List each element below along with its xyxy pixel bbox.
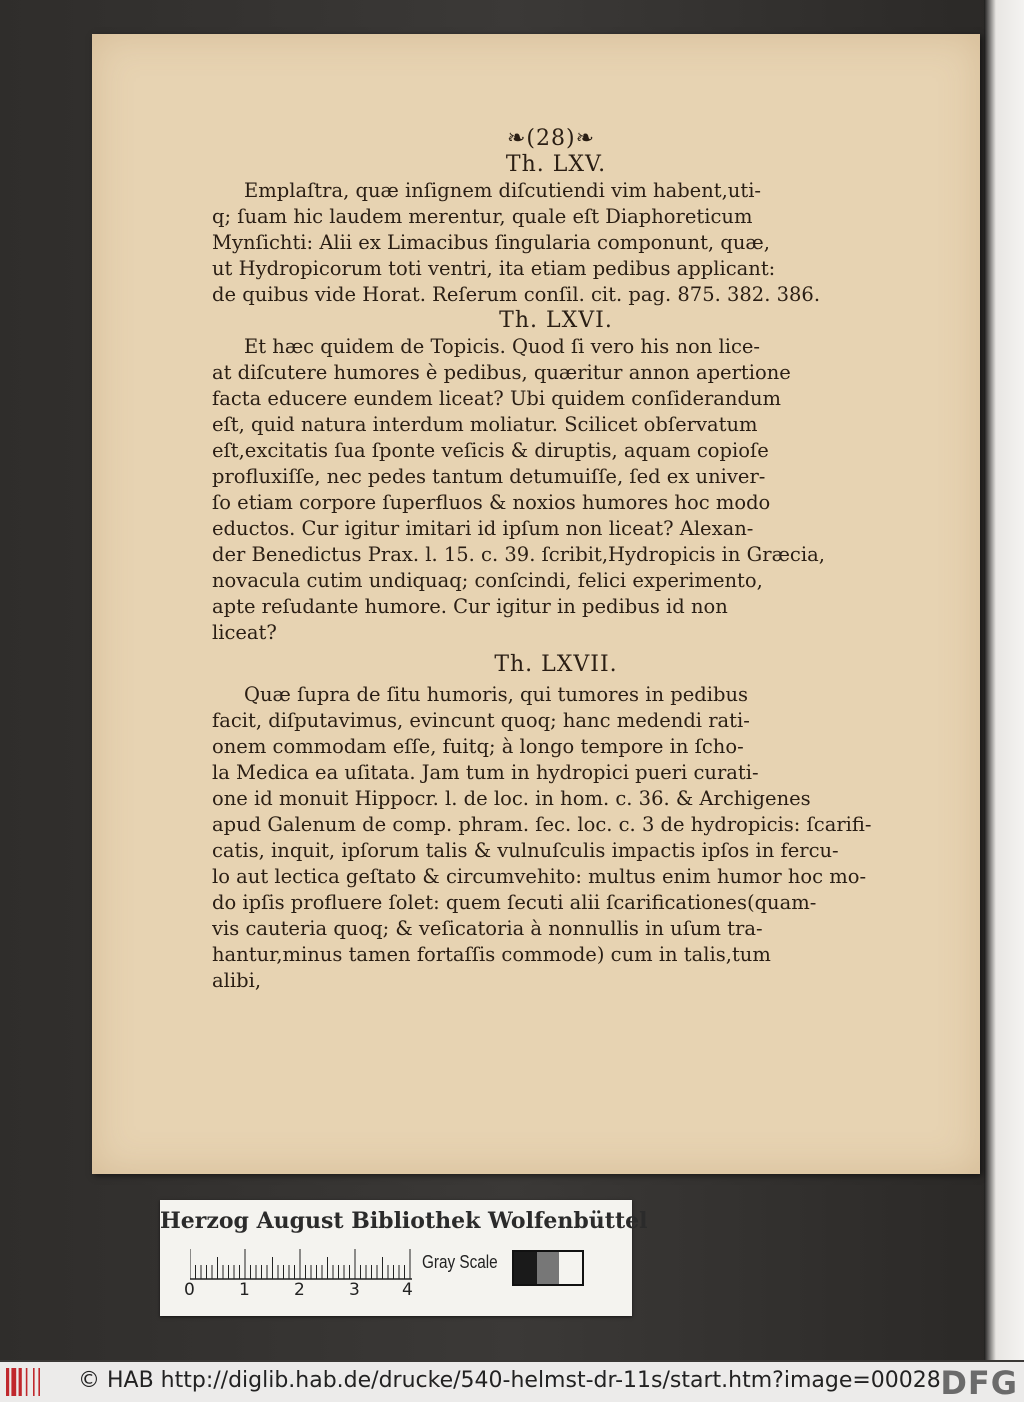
swatch-gray: [537, 1252, 560, 1284]
text-line: der Benedictus Prax. l. 15. c. 39. ſcribit,Hydropicis in Græcia,: [212, 543, 825, 566]
adjacent-page-edge: [984, 0, 1024, 1360]
text-line: facta educere eundem liceat? Ubi quidem conſiderandum: [212, 387, 782, 410]
ruler-numbers: [184, 1280, 424, 1304]
text-line: facit, diſputavimus, evincunt quoq; hanc medendi rati-: [212, 709, 750, 732]
barcode-bar: [38, 1368, 40, 1396]
text-line: Emplaſtra, quæ inſignem diſcutiendi vim habent,uti-: [244, 179, 762, 202]
footer-bar: [0, 1362, 1024, 1402]
text-line: eſt,excitatis ſua ſponte veſicis & diruptis, aquam copioſe: [212, 439, 769, 462]
text-line: de quibus vide Horat. Reſerum conſil. cit. pag. 875. 382. 386.: [212, 283, 821, 306]
gray-scale-label: Gray Scale: [422, 1252, 498, 1272]
text-line: ut Hydropicorum toti ventri, ita etiam pedibus applicant:: [212, 257, 776, 280]
library-name: Herzog August Bibliothek Wolfenbüttel: [160, 1208, 648, 1234]
paragraph: [212, 178, 900, 308]
page-text: [212, 126, 900, 994]
text-line: apte reſudante humore. Cur igitur in pedibus id non: [212, 595, 728, 618]
section-heading: Th. LXVII.: [494, 652, 618, 677]
text-line: do ipſis profluere ſolet: quem ſecuti alii ſcarificationes(quam-: [212, 891, 817, 914]
ruler-number: 1: [239, 1280, 250, 1300]
text-line: profluxiſſe, nec pedes tantum detumuiſſe, ſed ex univer-: [212, 465, 766, 488]
text-line: onem commodam eſſe, fuitq; à longo tempore in ſcho-: [212, 735, 744, 758]
text-line: hantur,minus tamen fortaſſis commode) cum in talis,tum: [212, 943, 771, 966]
text-line: q; ſuam hic laudem merentur, quale eſt Diaphoreticum: [212, 205, 753, 228]
text-line: liceat?: [212, 621, 277, 644]
ruler-scale: [190, 1246, 412, 1280]
text-line: Quæ ſupra de ſitu humoris, qui tumores in pedibus: [244, 683, 749, 706]
swatch-white: [559, 1252, 582, 1284]
text-line: eſt, quid natura interdum moliatur. Scilicet obſervatum: [212, 413, 758, 436]
barcode-bar: [26, 1368, 28, 1396]
text-line: la Medica ea uſitata. Jam tum in hydropici pueri curati-: [212, 761, 759, 784]
text-line: lo aut lectica geſtato & circumvehito: multus enim humor hoc mo-: [212, 865, 867, 888]
gray-scale-swatch: [512, 1250, 584, 1286]
text-line: Mynſichti: Alii ex Limacibus ſingularia componunt, quæ,: [212, 231, 770, 254]
text-line: ſo etiam corpore ſuperfluos & noxios humores hoc modo: [212, 491, 771, 514]
text-line: alibi,: [212, 969, 262, 992]
text-line: vis cauteria quoq; & veſicatoria à nonnullis in uſum tra-: [212, 917, 763, 940]
hab-barcode-icon: [6, 1366, 48, 1398]
barcode-bar: [19, 1368, 22, 1396]
ruler-number: 3: [349, 1280, 360, 1300]
paragraph: [212, 682, 900, 994]
page-number: ❧(28)❧: [506, 126, 596, 151]
text-line: apud Galenum de comp. phram. ſec. loc. c. 3 de hydropicis: ſcarifi-: [212, 813, 872, 836]
text-line: novacula cutim undiquaq; conſcindi, felici experimento,: [212, 569, 763, 592]
ruler-number: 4: [402, 1280, 413, 1300]
barcode-bar: [33, 1368, 35, 1396]
text-line: eductos. Cur igitur imitari id ipſum non liceat? Alexan-: [212, 517, 754, 540]
dfg-logo: DFG: [940, 1364, 1018, 1402]
copyright-url[interactable]: © HAB http://diglib.hab.de/drucke/540-helmst-dr-11s/start.htm?image=00028: [78, 1368, 941, 1393]
section-heading: Th. LXVI.: [499, 308, 613, 333]
barcode-bar: [11, 1368, 16, 1396]
text-line: Et hæc quidem de Topicis. Quod ſi vero his non lice-: [244, 335, 761, 358]
section-heading: Th. LXV.: [505, 152, 607, 177]
text-line: at diſcutere humores è pedibus, quæritur annon apertione: [212, 361, 791, 384]
barcode-bar: [6, 1368, 9, 1396]
text-line: one id monuit Hippocr. l. de loc. in hom. c. 36. & Archigenes: [212, 787, 811, 810]
paragraph: [212, 334, 900, 646]
ruler-number: 2: [294, 1280, 305, 1300]
library-label-card: [160, 1200, 648, 1316]
text-line: catis, inquit, ipſorum talis & vulnuſculis impactis ipſos in fercu-: [212, 839, 839, 862]
swatch-black: [514, 1252, 537, 1284]
ruler-number: 0: [184, 1280, 195, 1300]
